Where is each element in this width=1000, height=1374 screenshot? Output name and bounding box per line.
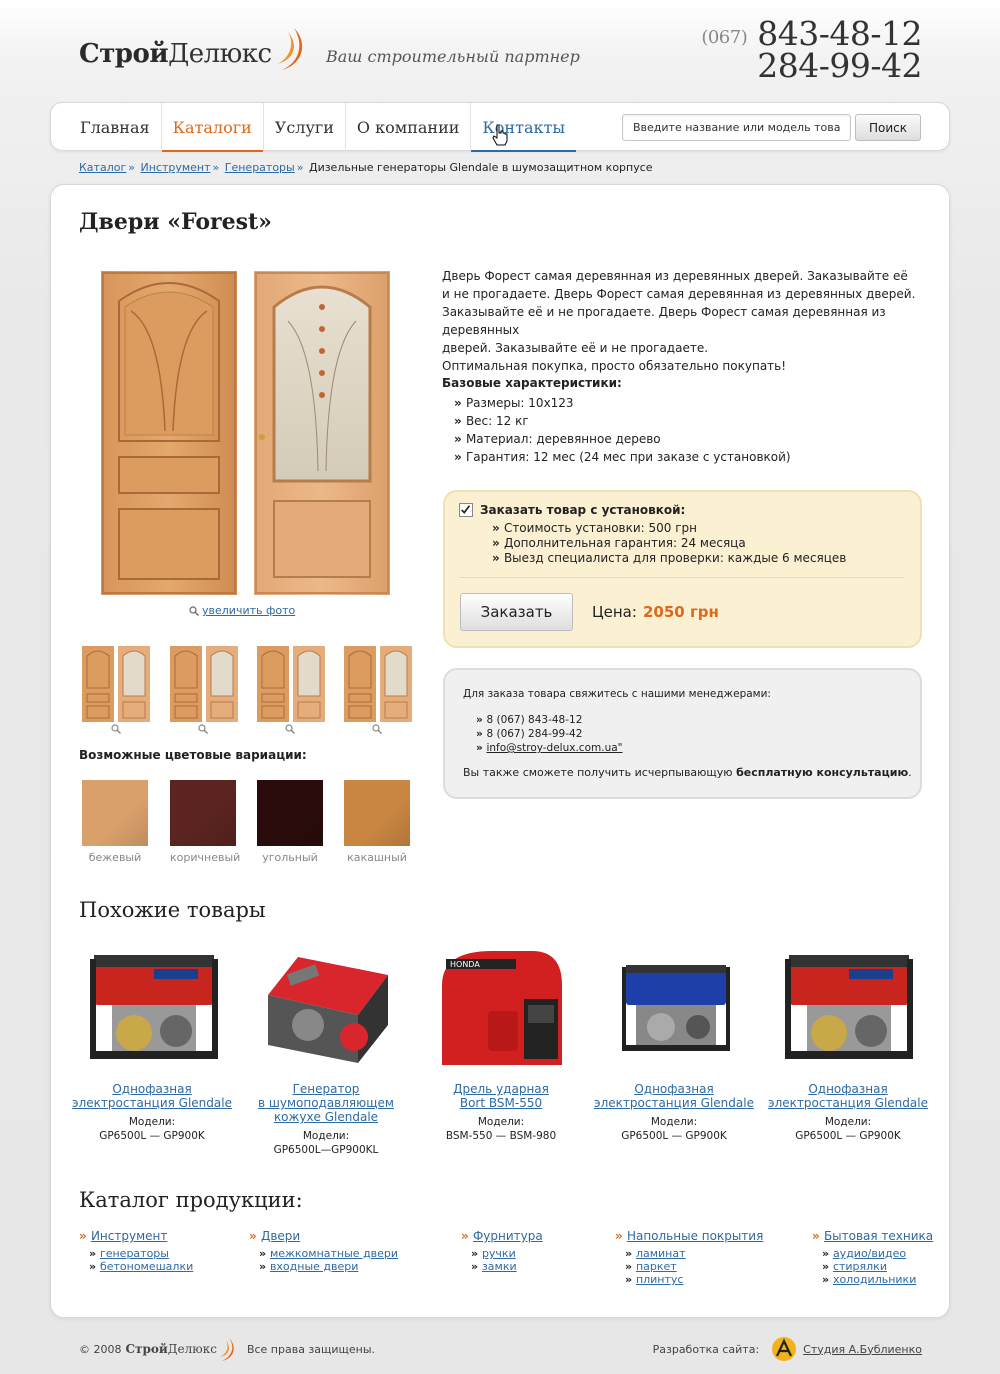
contact-email-link[interactable]: info@stroy-delux.com.ua" [486, 742, 623, 754]
breadcrumb-current: Дизельные генераторы Glendale в шумозащитном корпусе [308, 161, 653, 174]
magnifier-icon[interactable] [372, 724, 382, 734]
product-link[interactable]: Однофазная [808, 1082, 888, 1096]
note-suffix: . [908, 766, 912, 779]
models-label: Модели: [824, 1116, 872, 1128]
catalog-column-appliances [812, 1229, 933, 1286]
specs-list [454, 394, 791, 466]
breadcrumb-sep: » [212, 161, 220, 174]
product-link[interactable]: кожухе Glendale [273, 1110, 379, 1124]
footer-swoosh-icon [219, 1336, 237, 1362]
logo[interactable] [79, 36, 310, 72]
product-description [442, 267, 922, 375]
catalog-sublink[interactable]: холодильники [832, 1273, 917, 1286]
models-value: GP6500L — GP900K [99, 1130, 205, 1142]
product-image-generator-blue[interactable] [606, 945, 746, 1073]
header-phones [701, 14, 922, 85]
catalog-column-hardware [461, 1229, 543, 1273]
product-link[interactable]: электростанция Glendale [768, 1096, 928, 1110]
catalog-head [249, 1229, 398, 1243]
catalog-subitem [259, 1260, 398, 1273]
catalog-sublist [259, 1247, 398, 1273]
thumb-door-solid [170, 646, 202, 722]
catalog-column-doors [249, 1229, 398, 1273]
catalog-subitem [822, 1247, 933, 1260]
catalog-subitem [89, 1260, 193, 1273]
door-image-solid[interactable] [101, 271, 237, 595]
catalog-subitem [625, 1247, 763, 1260]
footer-right [653, 1336, 922, 1362]
catalog-head-link[interactable]: Фурнитура [472, 1229, 543, 1243]
swatch-label: какашный [347, 851, 407, 864]
swatch-label: бежевый [88, 851, 142, 864]
catalog-head-link[interactable]: Напольные покрытия [626, 1229, 764, 1243]
order-title: Заказать товар с установкой: [480, 503, 686, 517]
catalog-subitem [625, 1260, 763, 1273]
catalog-sublink[interactable]: генераторы [99, 1247, 169, 1260]
svg-text:HONDA: HONDA [450, 960, 480, 969]
product-models-5 [763, 1115, 933, 1143]
catalog-subitem [471, 1260, 543, 1273]
product-link[interactable]: электростанция Glendale [594, 1096, 754, 1110]
catalog-sublist [89, 1247, 193, 1273]
footer-rights: Все права защищены. [246, 1342, 376, 1356]
nav-item-about[interactable]: О компании [346, 103, 471, 151]
catalog-subitem [259, 1247, 398, 1260]
spec-item: » Размеры: 10x123 [454, 394, 791, 412]
models-value: GP6500L — GP900K [621, 1130, 727, 1142]
nav-item-home[interactable]: Главная [69, 103, 162, 151]
catalog-subitem [471, 1247, 543, 1260]
swatch-label: угольный [262, 851, 318, 864]
thumb-door-glass [293, 646, 325, 722]
breadcrumb-catalog[interactable]: Каталог [79, 161, 127, 174]
specs-title: Базовые характеристики: [442, 376, 622, 390]
search-button[interactable]: Поиск [855, 114, 921, 141]
product-link[interactable]: Дрель ударная [453, 1082, 549, 1096]
logo-text: СтройДелюкс [79, 39, 272, 69]
thumb-door-solid [82, 646, 114, 722]
swatch-label: коричневый [170, 851, 241, 864]
footer-copyright: © 2008 [79, 1342, 122, 1356]
search-input[interactable] [622, 114, 851, 141]
thumb-door-solid [257, 646, 289, 722]
catalog-head [812, 1229, 933, 1243]
catalog-head [461, 1229, 543, 1243]
description-line: и не прогадаете. Дверь Форест самая деревянная из деревянных дверей. [442, 287, 916, 301]
thumb-door-glass [118, 646, 150, 722]
product-models-2 [241, 1129, 411, 1157]
catalog-sublink[interactable]: замки [481, 1260, 517, 1273]
door-image-glass[interactable] [254, 271, 390, 595]
similar-title: Похожие товары [79, 898, 266, 922]
models-value: GP6500L—GP900KL [273, 1144, 379, 1156]
catalog-sublink[interactable]: плинтус [635, 1273, 684, 1286]
contact-phone: » 8 (067) 843-48-12 [476, 713, 623, 727]
swatch-golden[interactable] [344, 780, 410, 846]
catalog-subitem [89, 1247, 193, 1260]
catalog-sublink[interactable]: бетономешалки [99, 1260, 194, 1273]
variations-title: Возможные цветовые вариации: [79, 748, 307, 762]
tagline: Ваш строительный партнер [326, 47, 580, 66]
contact-note [463, 766, 912, 779]
breadcrumb [79, 161, 653, 174]
thumbnail-3[interactable] [257, 646, 325, 722]
models-label: Модели: [302, 1130, 350, 1142]
catalog-head-link[interactable]: Двери [260, 1229, 301, 1243]
footer-logo[interactable]: СтройДелюкс [125, 1342, 217, 1356]
catalog-head [79, 1229, 193, 1243]
models-label: Модели: [477, 1116, 525, 1128]
order-detail: » Выезд специалиста для проверки: каждые 6 месяцев [492, 551, 846, 566]
swatch-coal[interactable] [257, 780, 323, 846]
product-link[interactable]: Bort BSM-550 [459, 1096, 543, 1110]
hand-cursor-icon [492, 124, 508, 146]
footer-left [79, 1336, 375, 1362]
description-line: Оптимальная покупка, просто обязательно покупать! [442, 359, 787, 373]
product-link[interactable]: Однофазная [112, 1082, 192, 1096]
product-image-generator-frame[interactable] [258, 945, 398, 1073]
phone-code: (067) [701, 27, 748, 48]
product-name-5[interactable] [763, 1082, 933, 1110]
order-divider [459, 577, 904, 578]
description-line: дверей. Заказывайте её и не прогадаете. [442, 341, 709, 355]
install-checkbox[interactable] [459, 503, 473, 517]
product-image-generator-red-2[interactable] [779, 945, 919, 1073]
models-value: GP6500L — GP900K [795, 1130, 901, 1142]
spec-item: » Материал: деревянное дерево [454, 430, 791, 448]
zoom-photo-link[interactable]: увеличить фото [202, 604, 296, 617]
catalog-sublink[interactable]: стирялки [832, 1260, 887, 1273]
checkmark-icon [460, 504, 472, 516]
phone-2: 284-99-42 [757, 46, 922, 85]
product-link[interactable]: Однофазная [634, 1082, 714, 1096]
order-button[interactable]: Заказать [460, 593, 573, 631]
description-line: Заказывайте её и не прогадаете. Дверь Форест самая деревянная из деревянных [442, 305, 886, 337]
nav-item-contacts[interactable]: Контакты [471, 103, 576, 151]
price-label: Цена: [592, 603, 637, 621]
catalog-sublist [822, 1247, 933, 1286]
breadcrumb-tools[interactable]: Инструмент [140, 161, 211, 174]
product-image-generator-red[interactable] [84, 945, 224, 1073]
catalog-head-link[interactable]: Бытовая техника [823, 1229, 934, 1243]
breadcrumb-sep: » [128, 161, 135, 174]
note-prefix: Вы также сможете получить исчерпывающую [463, 766, 737, 779]
catalog-subitem [822, 1273, 933, 1286]
catalog-column-flooring [615, 1229, 763, 1286]
spec-item: » Вес: 12 кг [454, 412, 791, 430]
thumb-door-solid [344, 646, 376, 722]
product-link[interactable]: в шумоподавляющем [257, 1096, 394, 1110]
logo-swoosh-icon [274, 24, 310, 72]
phone-1: 843-48-12 [757, 14, 922, 53]
catalog-head-link[interactable]: Инструмент [90, 1229, 168, 1243]
product-name-4[interactable] [589, 1082, 759, 1110]
product-models-1 [67, 1115, 237, 1143]
studio-link[interactable]: Студия А.Бублиенко [803, 1342, 922, 1356]
catalog-sublist [625, 1247, 763, 1286]
spec-item: » Гарантия: 12 мес (24 мес при заказе с установкой) [454, 448, 791, 466]
magnifier-icon [189, 606, 199, 616]
order-details [492, 521, 846, 566]
catalog-title: Каталог продукции: [79, 1188, 303, 1212]
footer-dev-label: Разработка сайта: [652, 1342, 760, 1356]
magnifier-icon[interactable] [198, 724, 208, 734]
thumbnail-1[interactable] [82, 646, 150, 722]
product-link[interactable]: электростанция Glendale [72, 1096, 232, 1110]
note-bold: бесплатную консультацию [736, 766, 909, 779]
order-detail: » Стоимость установки: 500 грн [492, 521, 846, 536]
thumb-door-glass [380, 646, 412, 722]
breadcrumb-sep: » [296, 161, 304, 174]
product-link[interactable]: Генератор [292, 1082, 360, 1096]
catalog-column-tools [79, 1229, 193, 1273]
thumbnail-4[interactable] [344, 646, 412, 722]
catalog-sublink[interactable]: ламинат [635, 1247, 686, 1260]
studio-logo-icon [771, 1336, 797, 1362]
product-image-inverter[interactable] [432, 945, 572, 1073]
catalog-sublist [471, 1247, 543, 1273]
magnifier-icon[interactable] [285, 724, 295, 734]
catalog-sublink[interactable]: паркет [635, 1260, 677, 1273]
order-detail: » Дополнительная гарантия: 24 месяца [492, 536, 846, 551]
nav-item-services[interactable]: Услуги [264, 103, 346, 151]
catalog-sublink[interactable]: ручки [481, 1247, 516, 1260]
contact-email-item [476, 741, 623, 755]
catalog-sublink[interactable]: входные двери [269, 1260, 359, 1273]
breadcrumb-generators[interactable]: Генераторы [224, 161, 295, 174]
models-label: Модели: [128, 1116, 176, 1128]
catalog-head [615, 1229, 763, 1243]
models-label: Модели: [650, 1116, 698, 1128]
thumbnail-2[interactable] [170, 646, 238, 722]
swatch-brown[interactable] [170, 780, 236, 846]
product-name-1[interactable] [67, 1082, 237, 1110]
catalog-subitem [625, 1273, 763, 1286]
description-line: Дверь Форест самая деревянная из деревянных дверей. Заказывайте её [442, 269, 908, 283]
thumb-door-glass [206, 646, 238, 722]
product-models-3 [416, 1115, 586, 1143]
product-name-2[interactable] [241, 1082, 411, 1124]
models-value: BSM-550 — BSM-980 [445, 1130, 557, 1142]
nav-item-catalogs[interactable]: Каталоги [162, 103, 264, 151]
product-models-4 [589, 1115, 759, 1143]
page-title: Двери «Forest» [79, 209, 272, 235]
catalog-sublink[interactable]: межкомнатные двери [269, 1247, 399, 1260]
catalog-subitem [822, 1260, 933, 1273]
contact-list [476, 713, 623, 755]
product-name-3[interactable] [416, 1082, 586, 1110]
contact-phone: » 8 (067) 284-99-42 [476, 727, 623, 741]
contact-intro: Для заказа товара свяжитесь с нашими менеджерами: [463, 688, 771, 700]
catalog-sublink[interactable]: аудио/видео [832, 1247, 907, 1260]
price-value: 2050 грн [643, 603, 719, 621]
zoom-photo[interactable] [189, 604, 295, 617]
magnifier-icon[interactable] [111, 724, 121, 734]
swatch-beige[interactable] [82, 780, 148, 846]
